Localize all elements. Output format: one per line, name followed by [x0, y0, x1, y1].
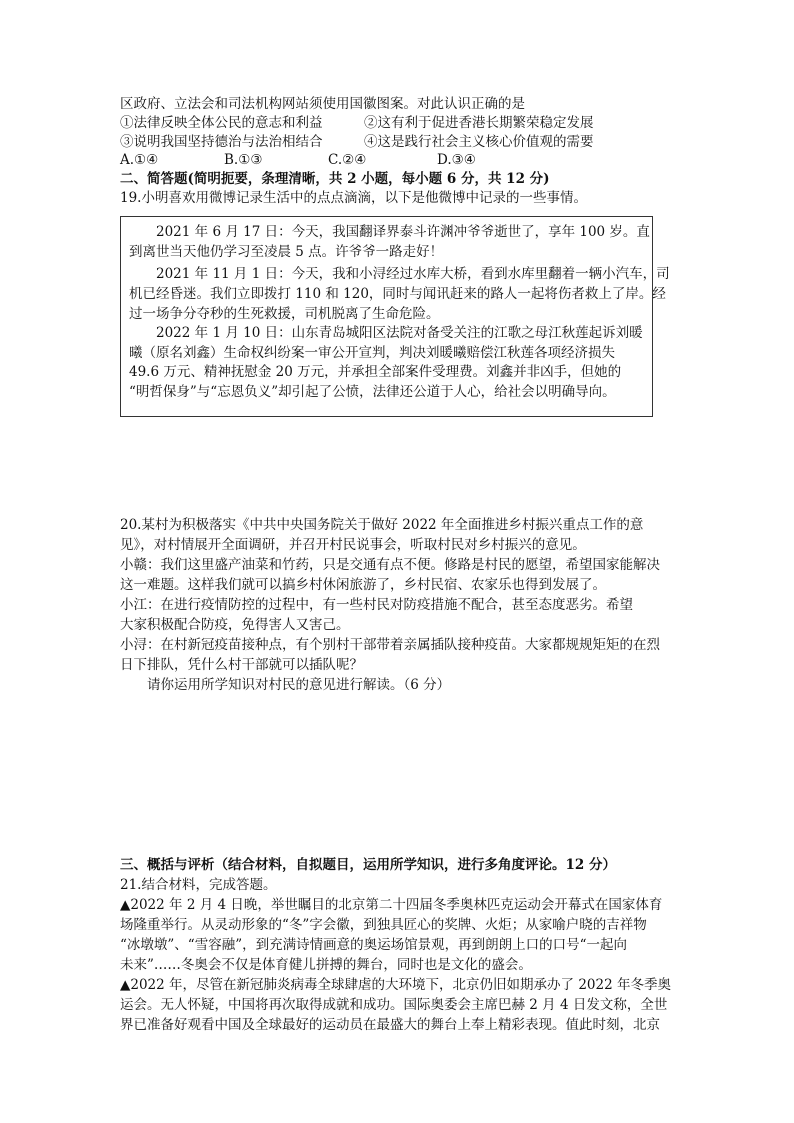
- q18-option-1: ①法律反映全体公民的意志和利益: [120, 115, 323, 131]
- box-line: 2021 年 11 月 1 日：今天，我和小浔经过水库大桥，看到水库里翻着一辆小汽车，司: [129, 266, 670, 282]
- q21-line: 运会。无人怀疑，中国将再次取得成就和成功。国际奥委会主席巴赫 2 月 4 日发文称，全世: [120, 997, 668, 1013]
- q20-line: 日下排队，凭什么村干部就可以插队呢？: [120, 657, 363, 673]
- box-line: 2022 年 1 月 10 日：山东青岛城阳区法院对备受关注的江歌之母江秋莲起诉刘暖: [129, 325, 643, 341]
- q21-line: 界已准备好观看中国及全球最好的运动员在最盛大的舞台上奉上精彩表现。值此时刻，北京: [120, 1017, 660, 1033]
- q20-line: 这一难题。这样我们就可以搞乡村休闲旅游了，乡村民宿、农家乐也得到发展了。: [120, 577, 606, 593]
- box-line: 49.6 万元、精神抚慰金 20 万元，并承担全部案件受理费。刘鑫并非凶手，但她的: [129, 364, 622, 380]
- q20-line: 见》，对村情展开全面调研，并召开村民说事会，听取村民对乡村振兴的意见。: [120, 537, 586, 553]
- q20-line: 小赣：我们这里盛产油菜和竹药，只是交通有点不便。修路是村民的愿望，希望国家能解决: [120, 557, 660, 573]
- q20-line: 20.某村为积极落实《中共中央国务院关于做好 2022 年全面推进乡村振兴重点工作的意: [120, 517, 644, 533]
- q20-line: 大家积极配合防疫，免得害人又害己。: [120, 617, 350, 633]
- box-line: 2021 年 6 月 17 日：今天，我国翻译界泰斗许渊冲爷爷逝世了，享年 100 岁。直: [129, 224, 650, 240]
- box-line: 机已经昏迷。我们立即拨打 110 和 120，同时与闻讯赶来的路人一起将伤者救上了岸。经: [129, 286, 666, 302]
- box-line: 到离世当天他仍学习至凌晨 5 点。许爷爷一路走好！: [129, 244, 444, 260]
- q18-option-2: ②这有利于促进香港长期繁荣稳定发展: [364, 115, 594, 131]
- q21-line: 未来”……冬奥会不仅是体育健儿拼搏的舞台，同时也是文化的盛会。: [120, 957, 532, 973]
- q18-option-4: ④这是践行社会主义核心价值观的需要: [364, 134, 594, 150]
- q21-line: 场隆重举行。从灵动形象的“冬”字会徽，到独具匠心的奖牌、火炬；从家喻户晓的吉祥物: [120, 917, 647, 933]
- box-line: “明哲保身”与“忘恩负义”却引起了公愤，法律还公道于人心，给社会以明确导向。: [129, 384, 616, 400]
- section-3-heading: 三、概括与评析（结合材料，自拟题目，运用所学知识，进行多角度评论。12 分）: [120, 857, 616, 873]
- q21-line: “冰墩墩”、“雪容融”，到充满诗情画意的奥运场馆景观，再到朗朗上口的口号“一起向: [120, 937, 628, 953]
- q18-stem: 区政府、立法会和司法机构网站须使用国徽图案。对此认识正确的是: [120, 96, 525, 112]
- q18-choice-d: D.③④: [437, 152, 476, 168]
- q21-line: 21.结合材料，完成答题。: [120, 877, 277, 893]
- q20-prompt: 请你运用所学知识对村民的意见进行解读。（6 分）: [120, 677, 451, 693]
- q20-line: 小江：在进行疫情防控的过程中，有一些村民对防疫措施不配合，甚至态度恶劣。希望: [120, 597, 633, 613]
- q21-line: ▲2022 年，尽管在新冠肺炎病毒全球肆虐的大环境下，北京仍旧如期承办了 2022 年冬季奥: [120, 977, 671, 993]
- q18-choice-c: C.②④: [328, 152, 367, 168]
- q20-line: 小浔：在村新冠疫苗接种点，有个别村干部带着亲属插队接种疫苗。大家都规规矩矩的在烈: [120, 637, 660, 653]
- q19-weibo-box: [120, 216, 670, 417]
- section-2-heading: 二、简答题(简明扼要，条理清晰，共 2 小题，每小题 6 分，共 12 分): [120, 171, 550, 187]
- q18-choice-b: B.①③: [224, 152, 263, 168]
- q21-line: ▲2022 年 2 月 4 日晚，举世瞩目的北京第二十四届冬季奥林匹克运动会开幕式在国家体育: [120, 897, 663, 913]
- box-line: 过一场争分夺秒的生死救援，司机脱离了生命危险。: [129, 306, 440, 322]
- box-line: 曦（原名刘鑫）生命权纠纷案一审公开宣判，判决刘暖曦赔偿江秋莲各项经济损失: [129, 345, 615, 361]
- q18-option-3: ③说明我国坚持德治与法治相结合: [120, 134, 323, 150]
- q19-intro: 19.小明喜欢用微博记录生活中的点点滴滴，以下是他微博中记录的一些事情。: [120, 190, 587, 206]
- q18-choice-a: A.①④: [120, 152, 159, 168]
